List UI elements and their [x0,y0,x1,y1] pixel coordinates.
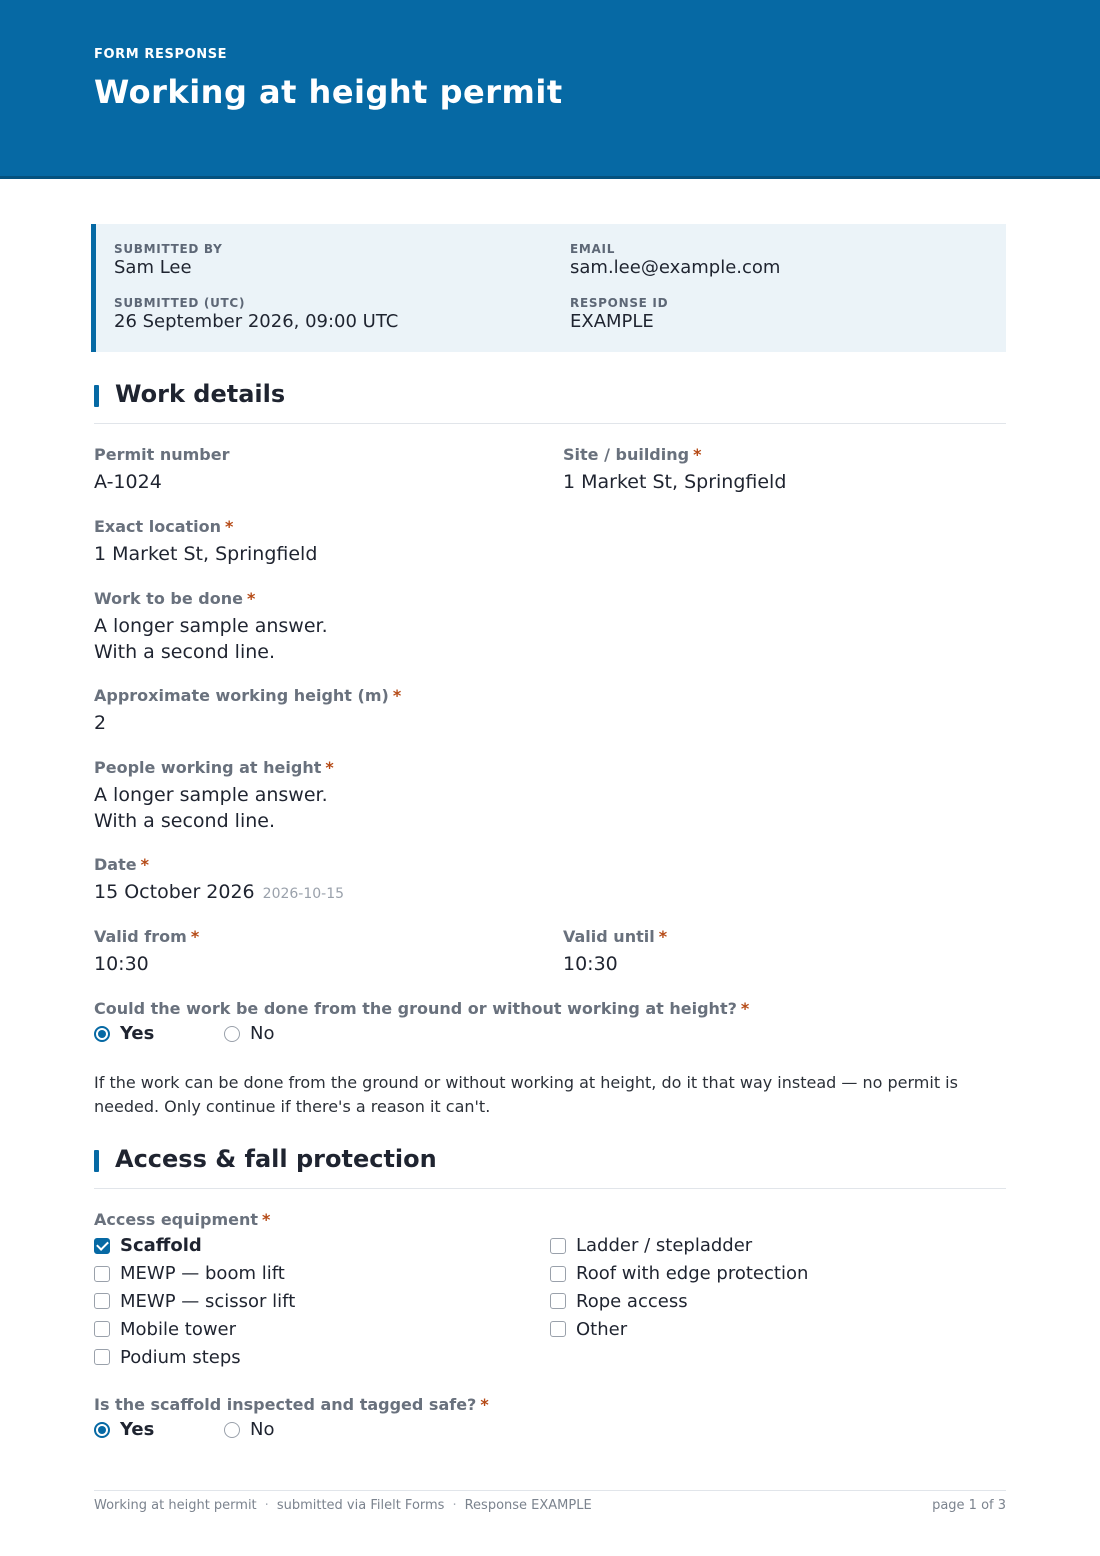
checkbox-empty-icon [550,1321,566,1337]
checkbox-column-1 [94,1232,295,1371]
required-marker: * [325,758,334,777]
checkbox-label: MEWP — boom lift [120,1263,285,1285]
checkbox-empty-icon [550,1293,566,1309]
field-value: 15 October 2026 2026-10-15 [94,881,345,903]
checkbox-empty-icon [94,1349,110,1365]
page-title: Working at height permit [94,73,563,111]
section-title: Access & fall protection [115,1145,437,1173]
checkbox-label: MEWP — scissor lift [120,1290,296,1312]
field-value: A longer sample answer. With a second line. [94,615,328,663]
checkbox-mewp-boom-lift[interactable] [94,1260,295,1288]
guidance-note: If the work can be done from the ground or without working at height, do it that way instead — no permit is needed. Only continue if there's a reason it can't. [94,1073,958,1116]
submission-meta [91,224,1006,352]
checkbox-empty-icon [550,1238,566,1254]
checkbox-mobile-tower[interactable] [94,1315,295,1343]
required-marker: * [262,1210,271,1229]
checkbox-empty-icon [550,1266,566,1282]
checkbox-mewp-scissor-lift[interactable] [94,1288,295,1316]
meta-submitted-by [114,242,223,278]
checkbox-empty-icon [94,1293,110,1309]
field-value: 1 Market St, Springfield [94,543,318,565]
meta-response-id [570,296,668,332]
checkbox-label: Other [576,1318,628,1340]
field-working-height [94,686,401,736]
radio-label: Yes [120,1023,155,1044]
field-value: 10:30 [563,953,618,975]
field-label: Is the scaffold inspected and tagged safe? * [94,1395,489,1414]
page-number: page 1 of 3 [932,1498,1006,1513]
section-work-details [94,380,1006,424]
checkbox-label: Mobile tower [120,1318,237,1340]
section-access-fall-protection [94,1145,1006,1189]
checkbox-label: Roof with edge protection [576,1263,809,1285]
field-exact-location [94,517,317,567]
checkbox-empty-icon [94,1321,110,1337]
field-access-equipment [94,1210,270,1229]
field-label: Could the work be done from the ground or without working at height? * [94,999,750,1018]
radio-selected-icon [94,1422,110,1438]
footer-divider [94,1490,1006,1491]
radio-option-no[interactable] [224,1023,354,1044]
checkbox-label: Podium steps [120,1346,241,1368]
field-label: Work to be done * [94,589,256,608]
field-label: Approximate working height (m) * [94,686,402,705]
footer-source: submitted via Filelt Forms [276,1498,445,1513]
footer-response: Response EXAMPLE [464,1498,592,1513]
field-permit-number [94,445,230,495]
field-label: Exact location * [94,517,234,536]
radio-empty-icon [224,1422,240,1438]
field-value: 2 [94,712,107,734]
field-value: A longer sample answer. With a second line. [94,784,328,832]
meta-label: EMAIL [570,242,616,256]
page-header [0,0,1100,179]
footer-info [94,1498,592,1513]
checkbox-checked-icon [94,1238,110,1254]
required-marker: * [740,999,750,1018]
radio-label: Yes [120,1419,155,1440]
checkbox-label: Scaffold [120,1235,202,1257]
radio-option-yes[interactable] [94,1023,224,1044]
field-label: Valid until * [563,927,668,946]
checkbox-other[interactable] [550,1315,808,1343]
field-work-to-be-done [94,589,328,665]
field-valid-from [94,927,199,977]
response-id: EXAMPLE [570,311,654,332]
checkbox-empty-icon [94,1266,110,1282]
checkbox-rope-access[interactable] [550,1288,808,1316]
submitter-name: Sam Lee [114,257,192,278]
footer-form-name: Working at height permit [94,1498,257,1513]
radio-group [94,1023,749,1044]
required-marker: * [392,686,402,705]
header-eyebrow: FORM RESPONSE [94,47,228,62]
field-ground-question [94,999,749,1044]
checkbox-scaffold[interactable] [94,1232,295,1260]
field-label: Date * [94,855,149,874]
section-title: Work details [115,380,286,408]
radio-empty-icon [224,1026,240,1042]
required-marker: * [658,927,668,946]
submitter-email: sam.lee@example.com [570,257,781,278]
field-site-building [563,445,786,495]
footer-separator: · [264,1498,269,1513]
radio-label: No [250,1023,275,1044]
field-date [94,855,344,907]
radio-option-yes[interactable] [94,1419,224,1440]
field-value: 10:30 [94,953,149,975]
required-marker: * [693,445,702,464]
field-valid-until [563,927,667,977]
field-label: People working at height * [94,758,334,777]
field-people-working [94,758,334,834]
required-marker: * [480,1395,489,1414]
field-label: Site / building * [563,445,702,464]
field-label: Valid from * [94,927,200,946]
checkbox-label: Ladder / stepladder [576,1235,753,1257]
field-label: Permit number [94,445,230,464]
meta-label: SUBMITTED BY [114,242,223,256]
checkbox-roof-edge-protection[interactable] [550,1260,808,1288]
field-label: Access equipment * [94,1210,271,1229]
meta-submitted-utc [114,296,398,332]
required-marker: * [246,589,256,608]
meta-email [570,242,780,278]
footer-separator: · [452,1498,457,1513]
radio-group [94,1419,489,1440]
meta-label: SUBMITTED (UTC) [114,296,246,310]
checkbox-label: Rope access [576,1290,688,1312]
radio-label: No [250,1419,275,1440]
field-scaffold-inspected [94,1395,489,1440]
section-accent-bar [94,385,99,407]
submitted-timestamp: 26 September 2026, 09:00 UTC [114,311,399,332]
checkbox-ladder-stepladder[interactable] [550,1232,808,1260]
section-accent-bar [94,1150,99,1172]
field-value: 1 Market St, Springfield [563,471,787,493]
field-value: A-1024 [94,471,162,493]
checkbox-column-2 [550,1232,808,1343]
radio-selected-icon [94,1026,110,1042]
radio-option-no[interactable] [224,1419,354,1440]
meta-label: RESPONSE ID [570,296,669,310]
required-marker: * [140,855,149,874]
checkbox-podium-steps[interactable] [94,1343,295,1371]
required-marker: * [225,517,234,536]
required-marker: * [190,927,200,946]
iso-date: 2026-10-15 [262,886,345,902]
